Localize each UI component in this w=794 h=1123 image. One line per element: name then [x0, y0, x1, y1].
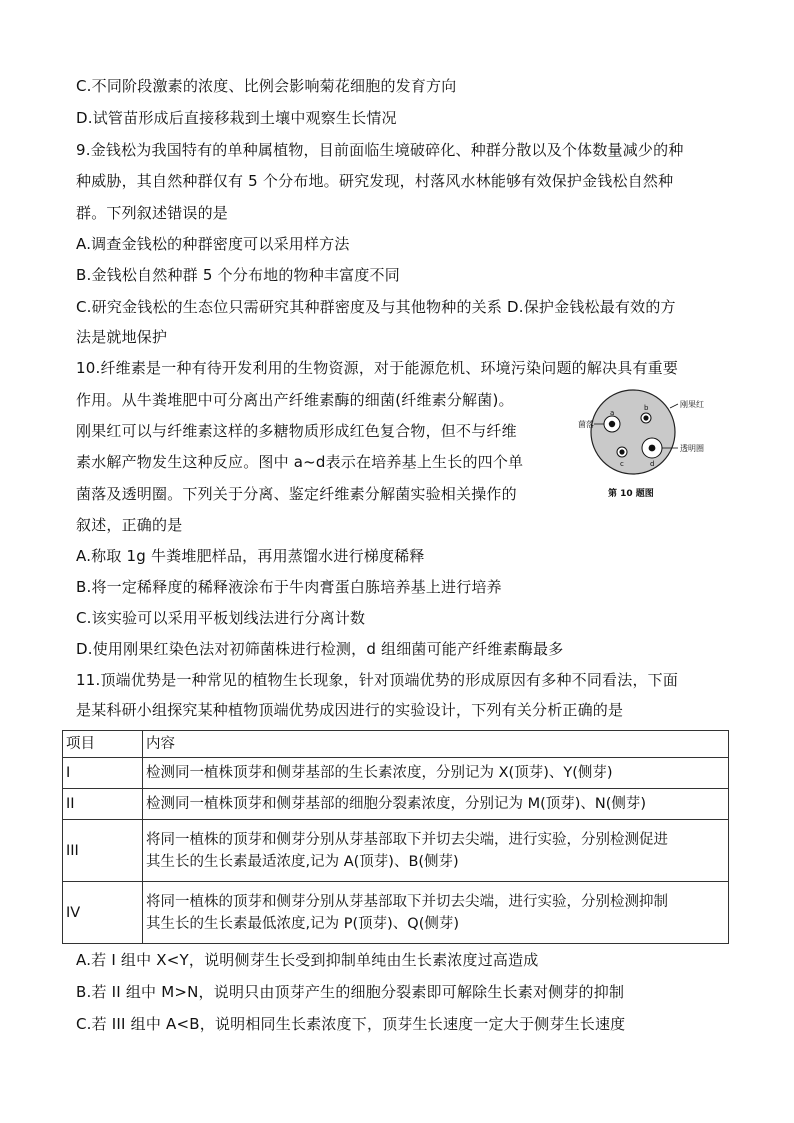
option-line: D.使用刚果红染色法对初筛菌株进行检测，d 组细菌可能产纤维素酶最多	[76, 640, 564, 658]
colony-c-label: c	[620, 460, 624, 468]
question-10-line: 10.纤维素是一种有待开发利用的生物资源，对于能源危机、环境污染问题的解决具有重要	[76, 359, 679, 377]
question-9-line: 群。下列叙述错误的是	[76, 204, 229, 222]
table-row-content	[143, 758, 729, 789]
colony-b	[643, 415, 648, 420]
question-11-line: 11.顶端优势是一种常见的植物生长现象，针对顶端优势的形成原因有多种不同看法，下面	[76, 671, 679, 689]
table-header-row	[63, 731, 729, 758]
colony-b-label: b	[644, 404, 649, 412]
table-row	[63, 882, 729, 944]
petri-dish	[591, 390, 675, 474]
option-line: D.试管苗形成后直接移栽到土壤中观察生长情况	[76, 109, 397, 127]
table-cell-line: 其生长的生长素最低浓度,记为 P(顶芽)、Q(侧芽)	[146, 915, 460, 932]
table-row	[63, 820, 729, 882]
table-row-content	[143, 820, 729, 882]
experiment-table	[62, 730, 729, 944]
question-9-line: 种威胁，其自然种群仅有 5 个分布地。研究发现，村落风水林能够有效保护金钱松自然种	[76, 172, 674, 190]
option-line: B.将一定稀释度的稀释液涂布于牛肉膏蛋白胨培养基上进行培养	[76, 578, 502, 596]
question-10-line: 素水解产物发生这种反应。图中 a~d表示在培养基上生长的四个单	[76, 453, 524, 471]
question-11-line: 是某科研小组探究某种植物顶端优势成因进行的实验设计，下列有关分析正确的是	[76, 701, 624, 719]
table-row-id: IV	[63, 882, 143, 944]
colony-d-label: d	[650, 460, 655, 468]
table-row-id: II	[63, 789, 143, 820]
table-cell-line: 检测同一植株顶芽和侧芽基部的细胞分裂素浓度，分别记为 M(顶芽)、N(侧芽)	[146, 796, 647, 812]
question-10-line: 菌落及透明圈。下列关于分离、鉴定纤维素分解菌实验相关操作的	[76, 485, 517, 503]
label-colony: 菌落	[578, 420, 594, 429]
option-line: C.研究金钱松的生态位只需研究其种群密度及与其他物种的关系 D.保护金钱松最有效的方	[76, 298, 676, 316]
colony-a-label: a	[610, 409, 615, 417]
table-row-content	[143, 789, 729, 820]
colony-a	[609, 421, 615, 427]
table-row-id: III	[63, 820, 143, 882]
option-line: 法是就地保护	[76, 328, 168, 346]
option-line: A.调查金钱松的种群密度可以采用样方法	[76, 235, 350, 253]
table-row-id: I	[63, 758, 143, 789]
option-line: B.金钱松自然种群 5 个分布地的物种丰富度不同	[76, 266, 400, 284]
table-row-content	[143, 882, 729, 944]
question-10-line: 刚果红可以与纤维素这样的多糖物质形成红色复合物，但不与纤维	[76, 422, 517, 440]
figure-caption: 第 10 题图	[608, 489, 654, 499]
option-line: C.若 III 组中 A<B，说明相同生长素浓度下，顶芽生长速度一定大于侧芽生长速度	[76, 1015, 626, 1033]
question-10-line: 叙述，正确的是	[76, 516, 183, 534]
table-header-cell: 内容	[143, 731, 729, 758]
option-line: C.不同阶段激素的浓度、比例会影响菊花细胞的发育方向	[76, 77, 457, 95]
option-line: C.该实验可以采用平板划线法进行分离计数	[76, 609, 366, 627]
label-congo-red: 刚果红	[680, 400, 704, 409]
table-cell-line: 将同一植株的顶芽和侧芽分别从芽基部取下并切去尖端，进行实验，分别检测促进	[146, 831, 668, 848]
table-row	[63, 758, 729, 789]
question-9-line: 9.金钱松为我国特有的单种属植物，目前面临生境破碎化、种群分散以及个体数量减少的种	[76, 141, 684, 159]
table-row	[63, 789, 729, 820]
option-line: B.若 II 组中 M>N，说明只由顶芽产生的细胞分裂素即可解除生长素对侧芽的抑制	[76, 983, 625, 1001]
question-10-line: 作用。从牛粪堆肥中可分离出产纤维素酶的细菌(纤维素分解菌)。	[76, 391, 514, 409]
table-header-cell: 项目	[63, 731, 143, 758]
colony-c	[619, 449, 624, 454]
option-line: A.称取 1g 牛粪堆肥样品，再用蒸馏水进行梯度稀释	[76, 547, 425, 565]
table-cell-line: 将同一植株的顶芽和侧芽分别从芽基部取下并切去尖端，进行实验，分别检测抑制	[146, 893, 668, 910]
table-cell-line: 其生长的生长素最适浓度,记为 A(顶芽)、B(侧芽)	[146, 853, 459, 870]
option-line: A.若 I 组中 X<Y，说明侧芽生长受到抑制单纯由生长素浓度过高造成	[76, 951, 539, 969]
colony-d	[649, 445, 656, 452]
table-cell-line: 检测同一植株顶芽和侧芽基部的生长素浓度，分别记为 X(顶芽)、Y(侧芽)	[146, 765, 613, 781]
label-clear-zone: 透明圈	[680, 444, 704, 453]
petri-dish-figure	[578, 388, 708, 503]
